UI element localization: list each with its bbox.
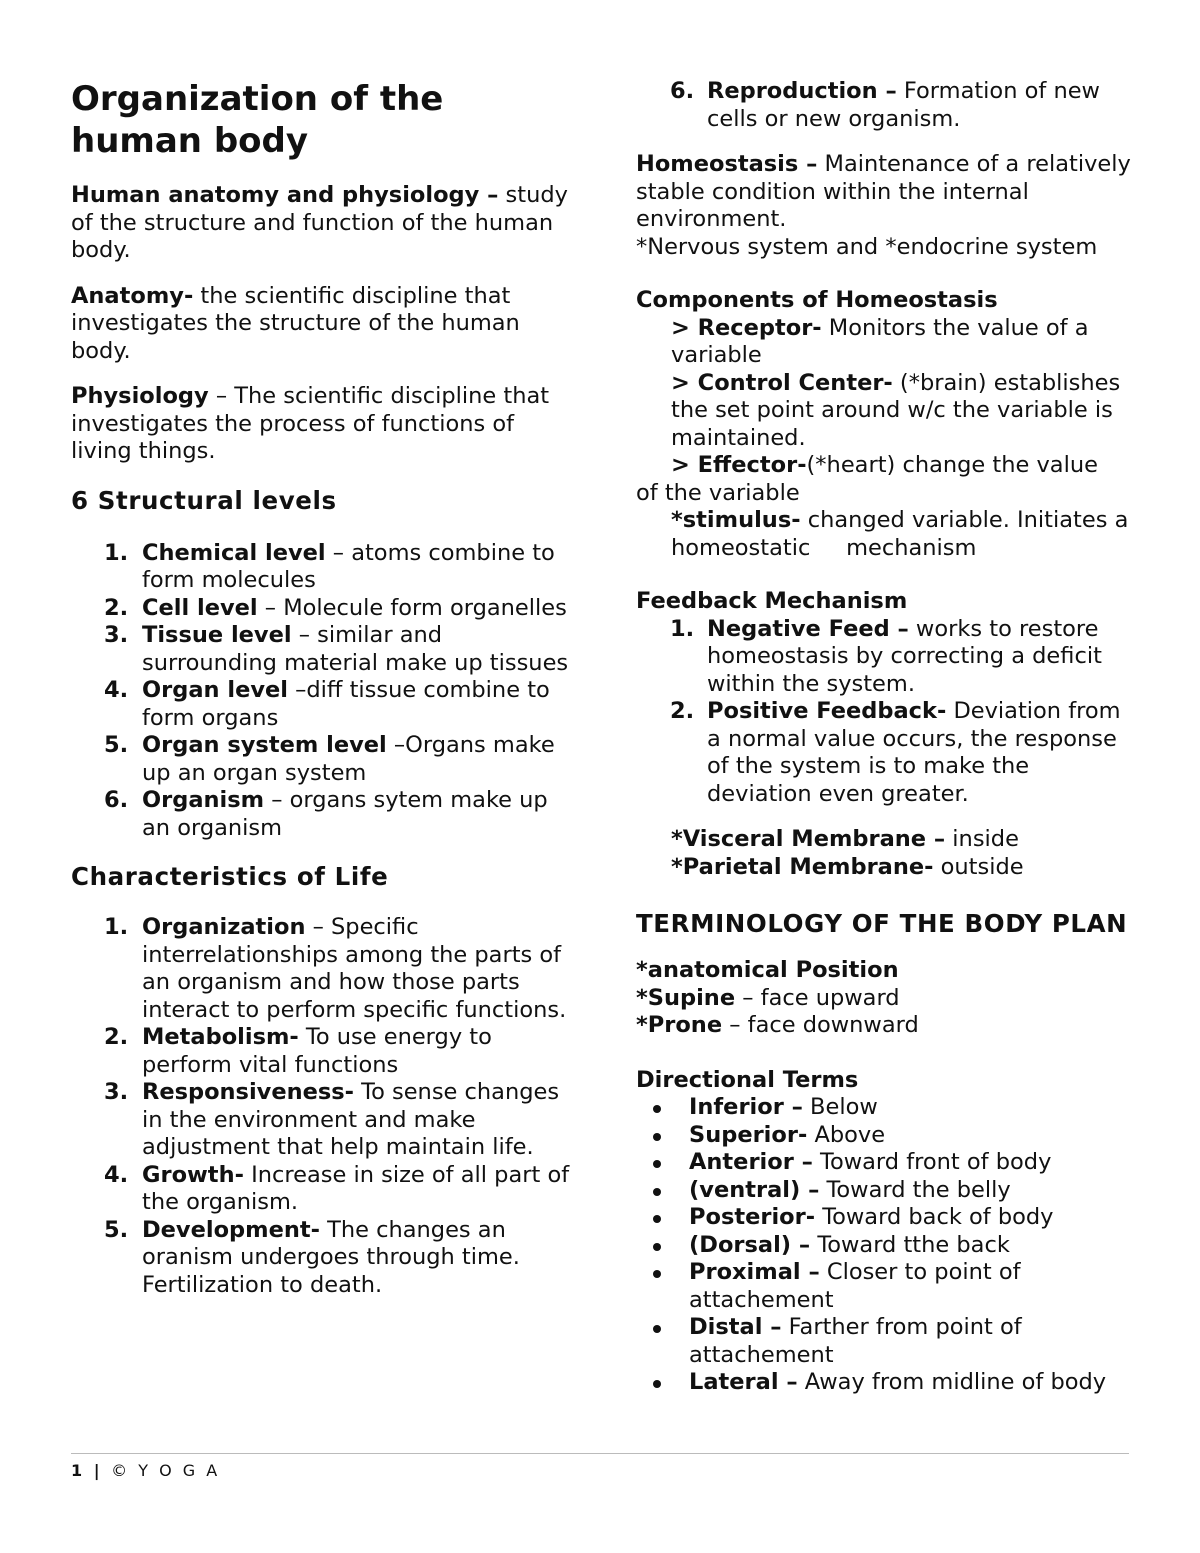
left-column [71,78,571,1299]
list-item: 5. Development- The changes an oranism undergoes through time. Fertilization to death. [104,1216,520,1298]
bullet-icon [653,1215,661,1223]
list-item: 6. Reproduction – Formation of new cells or new organism. [670,78,1100,132]
list-item: 2. Cell level – Molecule form organelles [104,594,567,621]
bullet-icon [653,1188,661,1196]
list-item: 5. Organ system level –Organs make up an organ system [104,732,555,786]
feedback-heading: Feedback Mechanism [636,588,908,614]
homeostasis-systems: *Nervous system and *endocrine system [636,233,1098,260]
list-item: 6. Organism – organs sytem make up an organism [104,787,548,841]
bullet-icon [653,1380,661,1388]
footer-author: © Y O G A [111,1461,221,1480]
page-number: 1 [71,1461,86,1480]
list-item: 2. Positive Feedback- Deviation from a normal value occurs, the response of the system is to make the deviation even greater. [670,698,1121,807]
list-item: 1. Negative Feed – works to restore homeostasis by correcting a deficit within the system. [670,615,1102,697]
bullet-icon [653,1133,661,1141]
stimulus-item: *stimulus- changed variable. Initiates a homeostatic mechanism [671,507,1136,561]
definition-anatomy-physiology: Human anatomy and physiology – study of the structure and function of the human body. [71,182,568,263]
list-item: 3. Tissue level – similar and surrounding material make up tissues [104,622,569,676]
list-item: 1. Organization – Specific interrelationships among the parts of an organism and how those parts interact to perform specific functions. [104,914,567,1023]
receptor-item: > Receptor- Monitors the value of a variable [671,314,1089,368]
bullet-icon [653,1160,661,1168]
components-heading: Components of Homeostasis [636,287,998,313]
homeostasis-definition: Homeostasis – Maintenance of a relatively stable condition within the internal environment. [636,151,1131,232]
definition-physiology: Physiology – The scientific discipline that investigates the process of functions of living things. [71,383,550,464]
list-item: Anterior – Toward front of body [636,1149,1136,1177]
list-item: (ventral) – Toward the belly [636,1177,1136,1205]
page-title: Organization of the human body [71,79,444,161]
bullet-icon [653,1270,661,1278]
list-item: Lateral – Away from midline of body [636,1369,1136,1397]
directional-list [636,1094,1136,1397]
parietal-membrane: *Parietal Membrane- outside [671,853,1024,880]
structural-levels-heading: 6 Structural levels [71,485,337,515]
definition-anatomy: Anatomy- the scientific discipline that investigates the structure of the human body. [71,282,520,364]
characteristics-list-continued [636,78,1136,133]
right-column [636,78,1136,1397]
list-item: Proximal – Closer to point of attachement [636,1259,1136,1314]
list-item: 2. Metabolism- To use energy to perform vital functions [104,1024,492,1078]
supine-item: *Supine – face upward [636,984,900,1011]
footer [71,1461,220,1481]
characteristics-list [71,914,571,1299]
control-center-item: > Control Center- (*brain) establishes the set point around w/c the variable is maintained. [671,369,1121,451]
bullet-icon [653,1243,661,1251]
list-item: 3. Responsiveness- To sense changes in the environment and make adjustment that help maintain life. [104,1079,560,1160]
bullet-icon [653,1105,661,1113]
list-item: Superior- Above [636,1122,1136,1150]
terminology-heading: TERMINOLOGY OF THE BODY PLAN [636,909,1128,938]
effector-item: > Effector-(*heart) change the value of the variable [636,452,1098,506]
prone-item: *Prone – face downward [636,1012,919,1038]
list-item: Inferior – Below [636,1094,1136,1122]
visceral-membrane: *Visceral Membrane – inside [671,826,1019,852]
footer-separator: | [85,1461,112,1480]
characteristics-heading: Characteristics of Life [71,862,389,891]
list-item: 4. Organ level –diff tissue combine to form organs [104,677,550,731]
list-item: Distal – Farther from point of attachement [636,1314,1136,1369]
bullet-icon [653,1325,661,1333]
list-item: 1. Chemical level – atoms combine to form molecules [104,539,555,593]
feedback-list [636,616,1136,809]
list-item: 4. Growth- Increase in size of all part of the organism. [104,1161,570,1215]
directional-heading: Directional Terms [636,1066,859,1093]
structural-levels-list [71,540,571,843]
anatomical-position: *anatomical Position [636,957,899,983]
footer-divider [71,1453,1129,1454]
list-item: Posterior- Toward back of body [636,1204,1136,1232]
list-item: (Dorsal) – Toward tthe back [636,1232,1136,1260]
